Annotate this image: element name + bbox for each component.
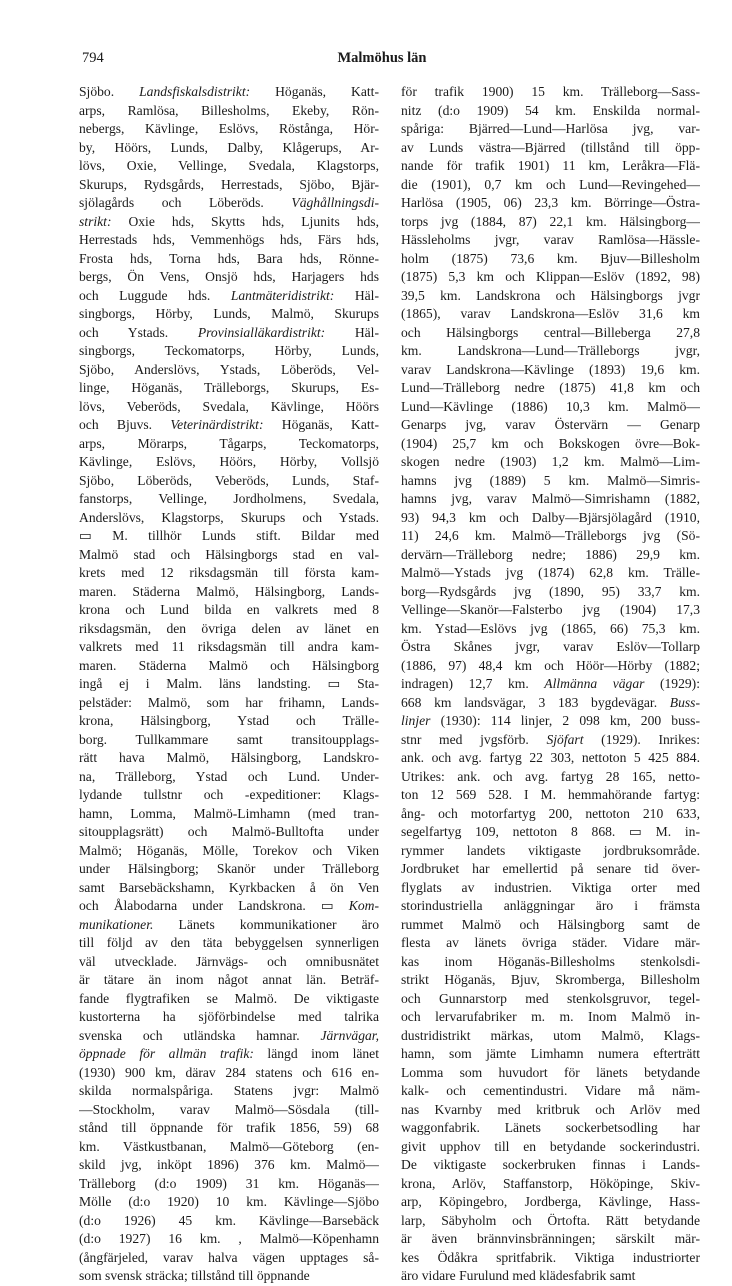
text-line: linge, Höganäs, Trälleborgs, Skurups, Es- [79, 380, 379, 395]
text-line: Skurups, Rydsgårds, Herrestads, Sjöbo, Bjär- [79, 176, 379, 192]
text-line: km. Landskrona—Lund—Trälleborgs jvgr, [401, 343, 700, 358]
text-line: Harlösa (1905, 06) 23,3 km. Börringe—Östra- [401, 195, 700, 210]
text-line: 39,5 km. Landskrona och Hälsingborgs jvgr [401, 287, 700, 303]
text-line: Herrestads hds, Vemmenhögs hds, Färs hds, [79, 232, 379, 247]
text-line: die (1901), 0,7 km och Lund—Revingehed— [401, 176, 700, 192]
text-line: (1904) 25,7 km och Bokskogen övre—Bok- [401, 435, 700, 451]
text-line: Lomma som huvudort för länets betydande [401, 1064, 700, 1080]
text-line: stånd till öppnande för trafik 1856, 59) 68 [79, 1120, 379, 1135]
text-line: Genarps jvg, varav Östervärn — Genarp [401, 417, 700, 432]
text-line: Lund—Kävlinge (1886) 10,3 km. Malmö— [401, 398, 700, 414]
text-line: och Ystads. Provinsialläkardistrikt: Häl- [79, 324, 379, 340]
running-title: Malmöhus län [337, 50, 427, 66]
text-line: waggonfabrik. Länets sockerbetsodling har [401, 1120, 700, 1135]
text-line: (1886, 97) 48,4 km och Höör—Hörby (1882; [401, 657, 700, 673]
text-line: är även brännvinsbränningen; särskilt mär- [401, 1231, 700, 1246]
text-line: rymmer landets viktigaste jordbruksområde. [401, 842, 700, 858]
text-line: by, Höörs, Lunds, Dalby, Klågerups, Ar- [79, 139, 379, 155]
text-line: ingå ej i Malm. läns landsting. ▭ Sta- [79, 676, 379, 691]
text-line: givit upphov till en betydande sockerindustri. [401, 1138, 700, 1154]
text-line: Utrikes: ank. och avg. fartyg 28 165, netto- [401, 768, 700, 784]
text-line: km. Ystad—Eslövs jvg (1865, 66) 75,3 km. [401, 620, 700, 636]
text-line: Malmö; Höganäs, Mölle, Torekov och Viken [79, 842, 379, 858]
text-line: Sjöbo, Anderslövs, Ystads, Löberöds, Vel- [79, 361, 379, 377]
text-line: äro vidare Furulund med klädesfabrik samt [401, 1268, 636, 1283]
text-line: singborgs, Hörby, Lunds, Malmö, Skurups [79, 306, 379, 321]
text-line: stnr med jvgsförb. Sjöfart (1929). Inrikes: [401, 731, 700, 747]
text-line: indragen) 12,7 km. Allmänna vägar (1929): [401, 676, 700, 691]
text-line: och Gunnarstorp med stenkolsgruvor, tegel- [401, 990, 700, 1006]
text-line: öppnade för allmän trafik: längd inom länet [79, 1046, 379, 1061]
text-line: flesta av länets övriga städer. Vidare mär- [401, 935, 700, 950]
text-line: till följd av den täta bebyggelsen synnerligen [79, 935, 379, 950]
text-line: Trälleborg (d:o 1909) 31 km. Höganäs— [79, 1175, 379, 1191]
text-line: maren. Städerna Malmö och Hälsingborg [79, 657, 379, 673]
text-line: valkrets med 11 riksdagsmän till andra kam- [79, 639, 379, 654]
text-line: maren. Städerna Malmö, Hälsingborg, Lands- [79, 583, 379, 599]
text-line: (d:o 1927) 16 km. , Malmö—Köpenhamn [79, 1231, 379, 1246]
page-header [82, 50, 682, 70]
text-line: nande för trafik 1901) 11 km, Leråkra—Flä- [401, 158, 700, 173]
page-number: 794 [82, 50, 104, 66]
text-line: larp, Säbyholm och Örtofta. Rätt betydande [401, 1212, 700, 1228]
text-line: sitoupplagsrätt) och Malmö-Bulltofta under [79, 824, 379, 839]
text-line: Anderslövs, Klagstorps, Skurups och Ystads. [79, 509, 379, 525]
text-line: Malmö—Ystads jvg (1874) 62,8 km. Trälle- [401, 565, 700, 580]
text-line: är tätare än inom något annat län. Beträf- [79, 972, 379, 987]
text-line: väl utvecklade. Järnvägs- och omnibusnätet [79, 953, 379, 969]
text-line: skilda normalspåriga. Statens jvgr: Malmö [79, 1083, 379, 1098]
text-line: nas Kvarnby med kritbruk och Arlöv med [401, 1101, 700, 1117]
text-line: torps jvg (1884, 87) 22,1 km. Hälsingborg— [401, 213, 700, 229]
text-line: Lund—Trälleborg nedre (1875) 41,8 km och [401, 380, 700, 395]
text-line: 11) 24,6 km. Malmö—Trälleborgs jvg (Sö- [401, 528, 700, 543]
text-line: Jordbruket har emellertid på senare tid över- [401, 861, 700, 876]
text-line: arp, Köpingebro, Jordberga, Kävlinge, Hass- [401, 1194, 700, 1209]
text-line: flyglats av industrien. Viktiga orter med [401, 879, 700, 895]
text-line: kas inom Höganäs-Billesholms stenkolsdi- [401, 953, 700, 969]
text-line: nebergs, Kävlinge, Eslövs, Röstånga, Hör- [79, 121, 379, 136]
text-line: arps, Ramlösa, Billesholms, Ekeby, Rön- [79, 102, 379, 118]
text-line: Frosta hds, Torna hds, Bara hds, Rönne- [79, 250, 379, 266]
text-line: ank. och avg. fartyg 22 303, nettoton 5 425 884. [401, 750, 700, 765]
text-line: lövs, Veberöds, Svedala, Kävlinge, Höörs [79, 398, 379, 414]
text-line: strikt: Oxie hds, Skytts hds, Ljunits hds, [79, 213, 379, 229]
text-line: (1875) 5,3 km och Klippan—Eslöv (1892, 98) [401, 269, 700, 284]
text-line: Mölle (d:o 1920) 10 km. Kävlinge—Sjöbo [79, 1194, 379, 1209]
text-line: krona och Lund bilda en valkrets med 8 [79, 602, 379, 617]
text-line: fande flygtrafiken se Malmö. De viktigaste [79, 990, 379, 1006]
text-line: munikationer. Länets kommunikationer äro [79, 916, 379, 932]
text-line: (d:o 1926) 45 km. Kävlinge—Barsebäck [79, 1212, 379, 1228]
text-line: Vellinge—Skanör—Falsterbo jvg (1904) 17,3 [401, 602, 700, 617]
text-line: Hässleholms jvgr, varav Ramlösa—Hässle- [401, 232, 700, 247]
text-line: svenska och utländska hamnar. Järnvägar, [79, 1027, 379, 1043]
text-line: skogen nedre (1903) 1,2 km. Malmö—Lim- [401, 454, 700, 469]
text-line: ▭ M. tillhör Lunds stift. Bildar med [79, 528, 379, 543]
text-line: Sjöbo. Landsfiskalsdistrikt: Höganäs, Katt- [79, 84, 379, 99]
text-line: för trafik 1900) 15 km. Trälleborg—Sass- [401, 84, 700, 99]
text-line: Malmö stad och Hälsingborgs stad en val- [79, 546, 379, 562]
text-line: (ångfärjeled, varav halva vägen upptages så- [79, 1249, 379, 1265]
text-line: krona, Hälsingborg, Ystad och Trälle- [79, 713, 379, 728]
text-line: fanstorps, Vellinge, Jordholmens, Svedala, [79, 491, 379, 506]
text-line: hamns jvg (1889) 5 km. Malmö—Simris- [401, 472, 700, 488]
text-line: och Hälsingborgs central—Billeberga 27,8 [401, 324, 700, 340]
text-line: riksdagsmän, den övriga delen av länet en [79, 620, 379, 636]
text-line: storindustriella anläggningar äro i främsta [401, 898, 700, 913]
text-line: rummet Malmö och Hälsingborg samt de [401, 916, 700, 932]
text-line: och Bjuvs. Veterinärdistrikt: Höganäs, Katt- [79, 417, 379, 432]
text-line: hamn, som jämte Limhamn numera efterträtt [401, 1046, 700, 1061]
left-column [79, 83, 379, 1286]
text-line: —Stockholm, varav Malmö—Sösdala (till- [79, 1101, 379, 1117]
text-line: nitz (d:o 1909) 54 km. Enskilda normal- [401, 102, 700, 118]
text-line: na, Trälleborg, Ystad och Lund. Under- [79, 768, 379, 784]
text-line: kustorterna ha sjöförbindelse med talrika [79, 1009, 379, 1024]
text-line: arps, Mörarps, Tågarps, Teckomatorps, [79, 435, 379, 451]
text-line: sjölagårds och Löberöds. Väghållningsdi- [79, 195, 379, 210]
text-line: som svensk sträcka; tillstånd till öppnande [79, 1268, 310, 1283]
text-line: holm (1875) 73,6 km. Bjuv—Billesholm [401, 250, 700, 266]
text-line: och Ålabodarna under Landskrona. ▭ Kom- [79, 898, 379, 913]
text-line: hamns jvg, varav Malmö—Simrishamn (1882, [401, 491, 700, 506]
text-line: (1865), varav Landskrona—Eslöv 31,6 km [401, 306, 700, 321]
text-line: lydande tullstnr och -expeditioner: Klags- [79, 787, 379, 802]
text-line: 93) 94,3 km och Dalby—Bjärsjölagård (1910, [401, 509, 700, 525]
text-line: krets med 12 riksdagsmän till första kam- [79, 565, 379, 580]
text-line: kalk- och cementindustri. Vidare må näm- [401, 1083, 700, 1098]
text-line: segelfartyg 109, nettoton 8 868. ▭ M. in- [401, 824, 700, 839]
right-column [401, 83, 700, 1286]
text-line: Östra Skånes jvgr, varav Eslöv—Tollarp [401, 639, 700, 654]
text-line: varav Landskrona—Kävlinge (1893) 19,6 km. [401, 361, 700, 377]
text-line: kes Ödåkra spritfabrik. Viktiga industriorter [401, 1249, 700, 1265]
text-line: dervärn—Trälleborg nedre; 1886) 29,9 km. [401, 546, 700, 562]
text-line: pelstäder: Malmö, som har frihamn, Lands- [79, 694, 379, 710]
text-line: ång- och motorfartyg 200, nettoton 210 633, [401, 805, 700, 821]
text-line: Kävlinge, Eslövs, Höörs, Hörby, Vollsjö [79, 454, 379, 469]
text-line: 668 km landsvägar, 3 183 bygdevägar. Buss- [401, 694, 700, 710]
text-line: och lervarufabriker m. m. Inom Malmö in- [401, 1009, 700, 1024]
text-line: ton 12 569 528. I M. hemmahörande fartyg: [401, 787, 700, 802]
text-line: singborgs, Teckomatorps, Hörby, Lunds, [79, 343, 379, 358]
text-line: spåriga: Bjärred—Lund—Harlösa jvg, var- [401, 121, 700, 136]
text-line: av Lunds västra—Bjärred (tillstånd till öpp- [401, 139, 700, 155]
text-line: km. Västkustbanan, Malmö—Göteborg (en- [79, 1138, 379, 1154]
text-line: och Luggude hds. Lantmäteridistrikt: Häl- [79, 287, 379, 303]
text-line: skild jvg, inköpt 1896) 376 km. Malmö— [79, 1157, 379, 1172]
text-line: bergs, Ön Vens, Onsjö hds, Harjagers hds [79, 269, 379, 284]
text-line: borg—Rydsgårds jvg (1890, 95) 33,7 km. [401, 583, 700, 599]
text-line: rätt hava Malmö, Hälsingborg, Landskro- [79, 750, 379, 765]
text-line: krona, Arlöv, Staffanstorp, Hököpinge, Skiv- [401, 1175, 700, 1191]
text-line: Sjöbo, Löberöds, Veberöds, Lunds, Staf- [79, 472, 379, 488]
text-line: De viktigaste sockerbruken finnas i Lands- [401, 1157, 700, 1172]
text-line: samt Barsebäckshamn, Kyrkbacken å ön Ven [79, 879, 379, 895]
text-line: strikt Höganäs, Bjuv, Skromberga, Billesholm [401, 972, 700, 987]
text-line: (1930) 900 km, därav 284 statens och 616 en- [79, 1064, 379, 1080]
text-line: hamn, Lomma, Malmö-Limhamn (med tran- [79, 805, 379, 821]
text-line: under Hälsingborg; Skanör under Trälleborg [79, 861, 379, 876]
text-line: linjer (1930): 114 linjer, 2 098 km, 200 buss- [401, 713, 700, 728]
text-line: dustridistrikt märkas, utom Malmö, Klags- [401, 1027, 700, 1043]
text-line: borg. Tullkammare samt transitoupplags- [79, 731, 379, 747]
text-line: lövs, Oxie, Vellinge, Svedala, Klagstorps, [79, 158, 379, 173]
